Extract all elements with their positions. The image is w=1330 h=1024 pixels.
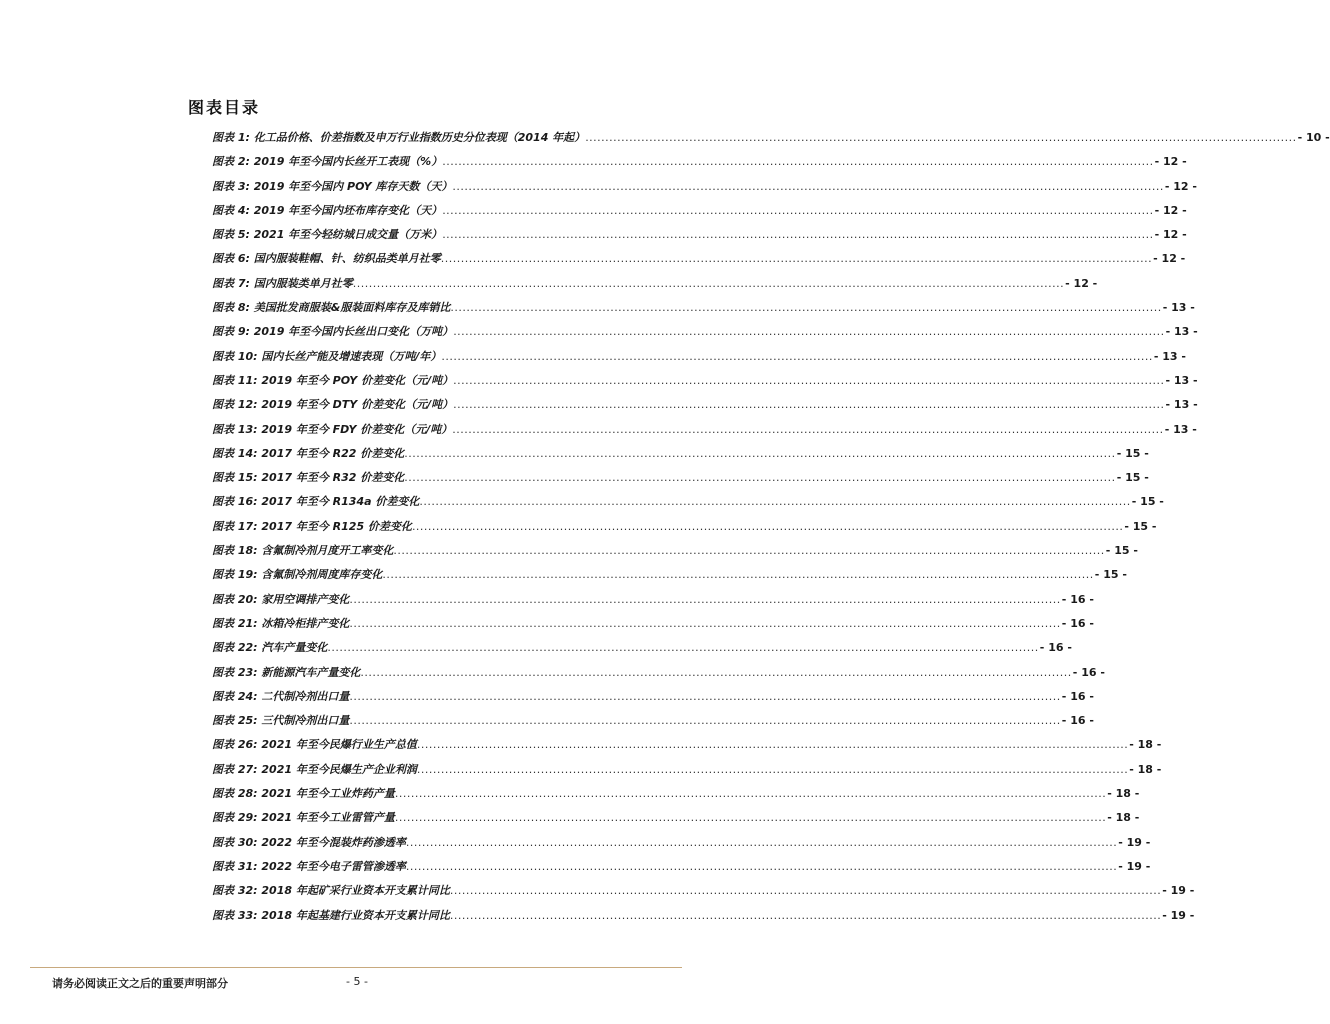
toc-item-label: 图表 19:	[212, 568, 258, 582]
toc-item-text: 2019 年至今 FDY 价差变化（元/吨）	[261, 422, 453, 436]
toc-item-label: 图表 15:	[212, 471, 258, 485]
toc-leader	[585, 126, 1296, 150]
toc-item-label: 图表 24:	[212, 689, 258, 703]
toc-item-text: 2018 年起基建行业资本开支累计同比	[261, 908, 450, 922]
toc-item-text: 2021 年至今轻纺城日成交量（万米）	[253, 228, 443, 242]
toc-leader	[404, 466, 1115, 490]
toc-item-text: 2017 年至今 R134a 价差变化	[261, 495, 420, 509]
toc-leader	[452, 175, 1163, 199]
toc-leader	[442, 150, 1153, 174]
toc-item-label: 图表 13:	[212, 422, 258, 436]
toc-leader	[406, 855, 1117, 879]
toc-item-text: 含氟制冷剂月度开工率变化	[261, 544, 394, 558]
toc-item-label: 图表 18:	[212, 544, 258, 558]
toc-item-text: 2019 年至今国内 POY 库存天数（天）	[253, 179, 453, 193]
toc-item-text: 国内服装类单月社零	[253, 276, 353, 290]
toc-item-page: - 18 -	[1107, 787, 1140, 801]
toc-item-label: 图表 21:	[212, 616, 258, 630]
toc-item[interactable]	[212, 612, 1094, 636]
toc-item[interactable]	[212, 369, 1198, 393]
toc-item[interactable]	[212, 490, 1164, 514]
toc-item-label: 图表 14:	[212, 446, 258, 460]
toc-leader	[450, 879, 1161, 903]
toc-item-label: 图表 25:	[212, 714, 258, 728]
toc-item[interactable]	[212, 636, 1072, 660]
toc-item-text: 2017 年至今 R32 价差变化	[261, 471, 405, 485]
toc-item[interactable]	[212, 855, 1151, 879]
toc-item-page: - 12 -	[1164, 179, 1197, 193]
toc-item-text: 2019 年至今国内坯布库存变化（天）	[253, 203, 443, 217]
toc-item-page: - 12 -	[1154, 228, 1187, 242]
toc-item-page: - 16 -	[1061, 616, 1094, 630]
toc-leader	[417, 758, 1128, 782]
toc-item-text: 2019 年至今 DTY 价差变化（元/吨）	[261, 398, 454, 412]
toc-item-label: 图表 10:	[212, 349, 258, 363]
toc-item[interactable]	[212, 223, 1187, 247]
toc-item[interactable]	[212, 442, 1149, 466]
toc-item-label: 图表 32:	[212, 884, 258, 898]
toc-item-label: 图表 28:	[212, 787, 258, 801]
toc-item-page: - 19 -	[1118, 835, 1151, 849]
toc-leader	[441, 247, 1152, 271]
toc-item-page: - 15 -	[1116, 471, 1149, 485]
toc-item-page: - 13 -	[1162, 301, 1195, 315]
toc-item-text: 2019 年至今国内长丝出口变化（万吨）	[253, 325, 454, 339]
toc-item-text: 含氟制冷剂周度库存变化	[261, 568, 383, 582]
toc-item-text: 冰箱冷柜排产变化	[261, 616, 350, 630]
toc-item-page: - 19 -	[1118, 859, 1151, 873]
toc-item-label: 图表 3:	[212, 179, 250, 193]
toc-item-label: 图表 4:	[212, 203, 250, 217]
toc-item-text: 2021 年至今工业炸药产量	[261, 787, 395, 801]
toc-leader	[441, 345, 1152, 369]
toc-leader	[382, 563, 1093, 587]
toc-item[interactable]	[212, 904, 1195, 928]
toc-item[interactable]	[212, 466, 1149, 490]
toc-item-label: 图表 30:	[212, 835, 258, 849]
toc-item-text: 2022 年至今混装炸药渗透率	[261, 835, 406, 849]
toc-item-text: 2021 年至今工业雷管产量	[261, 811, 395, 825]
toc-item-text: 2018 年起矿采行业资本开支累计同比	[261, 884, 450, 898]
toc-leader	[450, 296, 1161, 320]
toc-item-page: - 15 -	[1105, 544, 1138, 558]
toc-item[interactable]	[212, 150, 1187, 174]
toc-item[interactable]	[212, 539, 1138, 563]
toc-item[interactable]	[212, 563, 1127, 587]
toc-item-label: 图表 22:	[212, 641, 258, 655]
toc-item-label: 图表 9:	[212, 325, 250, 339]
toc-item-page: - 10 -	[1297, 131, 1330, 144]
toc-item-page: - 15 -	[1124, 519, 1157, 533]
page-number: - 5 -	[346, 975, 368, 988]
toc-leader	[327, 636, 1038, 660]
toc-item[interactable]	[212, 661, 1105, 685]
toc-item-text: 2021 年至今民爆生产企业利润	[261, 762, 417, 776]
toc-item-label: 图表 23:	[212, 665, 258, 679]
toc-item-text: 2017 年至今 R22 价差变化	[261, 446, 405, 460]
toc-item[interactable]	[212, 418, 1197, 442]
toc-item[interactable]	[212, 247, 1186, 271]
toc-item-page: - 18 -	[1129, 762, 1162, 776]
toc-leader	[349, 709, 1060, 733]
toc-leader	[360, 661, 1071, 685]
toc-item[interactable]	[212, 199, 1187, 223]
toc-item-label: 图表 33:	[212, 908, 258, 922]
toc-item-text: 新能源汽车产量变化	[261, 665, 361, 679]
toc-leader	[353, 272, 1064, 296]
toc-item[interactable]	[212, 879, 1195, 903]
toc-leader	[442, 223, 1153, 247]
toc-item-label: 图表 20:	[212, 592, 258, 606]
toc-leader	[393, 539, 1104, 563]
toc-item-page: - 12 -	[1065, 276, 1098, 290]
toc-leader	[453, 369, 1164, 393]
toc-item-label: 图表 27:	[212, 762, 258, 776]
toc-leader	[419, 490, 1130, 514]
toc-leader	[349, 685, 1060, 709]
toc-item[interactable]	[212, 175, 1197, 199]
toc-item-page: - 12 -	[1154, 203, 1187, 217]
toc-leader	[450, 904, 1161, 928]
toc-item-label: 图表 2:	[212, 155, 250, 169]
toc-leader	[453, 320, 1164, 344]
toc-item-page: - 12 -	[1154, 155, 1187, 169]
toc-item-label: 图表 6:	[212, 252, 250, 266]
toc-leader	[453, 393, 1164, 417]
toc-item-text: 2017 年至今 R125 价差变化	[261, 519, 412, 533]
toc-list	[212, 126, 1330, 928]
toc-leader	[406, 831, 1117, 855]
toc-item[interactable]	[212, 685, 1094, 709]
toc-item-label: 图表 8:	[212, 301, 250, 315]
toc-item-label: 图表 12:	[212, 398, 258, 412]
toc-item-text: 美国批发商服装&服装面料库存及库销比	[253, 301, 451, 315]
toc-item-page: - 13 -	[1165, 373, 1198, 387]
toc-item-page: - 12 -	[1153, 252, 1186, 266]
toc-item-text: 家用空调排产变化	[261, 592, 350, 606]
toc-title: 图表目录	[188, 98, 261, 117]
toc-item[interactable]	[212, 758, 1162, 782]
toc-item[interactable]	[212, 806, 1140, 830]
toc-item-label: 图表 1:	[212, 131, 250, 144]
toc-leader	[452, 418, 1163, 442]
toc-item[interactable]	[212, 296, 1195, 320]
toc-item-text: 化工品价格、价差指数及申万行业指数历史分位表现（2014 年起）	[253, 131, 586, 144]
toc-item[interactable]	[212, 782, 1140, 806]
toc-item-label: 图表 26:	[212, 738, 258, 752]
toc-item-page: - 19 -	[1162, 884, 1195, 898]
toc-item-text: 三代制冷剂出口量	[261, 714, 350, 728]
toc-item[interactable]	[212, 126, 1330, 150]
toc-item-text: 2019 年至今国内长丝开工表现（%）	[253, 155, 443, 169]
toc-item-text: 2021 年至今民爆行业生产总值	[261, 738, 417, 752]
toc-item-label: 图表 5:	[212, 228, 250, 242]
toc-item-text: 汽车产量变化	[261, 641, 328, 655]
toc-item-page: - 13 -	[1165, 325, 1198, 339]
toc-item[interactable]	[212, 272, 1098, 296]
toc-item-page: - 18 -	[1129, 738, 1162, 752]
toc-item-page: - 18 -	[1107, 811, 1140, 825]
toc-item-page: - 16 -	[1061, 689, 1094, 703]
toc-item-page: - 15 -	[1116, 446, 1149, 460]
toc-item-page: - 15 -	[1131, 495, 1164, 509]
toc-leader	[417, 733, 1128, 757]
toc-item-page: - 16 -	[1061, 714, 1094, 728]
toc-item[interactable]	[212, 588, 1094, 612]
toc-item[interactable]	[212, 345, 1186, 369]
toc-leader	[395, 806, 1106, 830]
toc-item-page: - 16 -	[1039, 641, 1072, 655]
toc-leader	[442, 199, 1153, 223]
toc-item-page: - 15 -	[1094, 568, 1127, 582]
toc-item[interactable]	[212, 320, 1198, 344]
toc-item[interactable]	[212, 831, 1151, 855]
toc-leader	[404, 442, 1115, 466]
toc-leader	[349, 612, 1060, 636]
toc-item-label: 图表 11:	[212, 373, 258, 387]
toc-item-page: - 19 -	[1162, 908, 1195, 922]
toc-item-page: - 16 -	[1061, 592, 1094, 606]
toc-item[interactable]	[212, 733, 1162, 757]
toc-leader	[395, 782, 1106, 806]
toc-item[interactable]	[212, 709, 1094, 733]
toc-item-label: 图表 7:	[212, 276, 250, 290]
footer-disclaimer: 请务必阅读正文之后的重要声明部分	[52, 977, 228, 990]
toc-item-text: 国内长丝产能及增速表现（万吨/年）	[261, 349, 442, 363]
toc-item-label: 图表 17:	[212, 519, 258, 533]
toc-item-label: 图表 31:	[212, 859, 258, 873]
toc-item-text: 二代制冷剂出口量	[261, 689, 350, 703]
toc-item[interactable]	[212, 393, 1198, 417]
footer-divider	[30, 967, 682, 968]
toc-item-label: 图表 16:	[212, 495, 258, 509]
toc-leader	[412, 515, 1123, 539]
toc-item[interactable]	[212, 515, 1157, 539]
toc-leader	[349, 588, 1060, 612]
toc-item-page: - 13 -	[1165, 398, 1198, 412]
toc-item-page: - 16 -	[1072, 665, 1105, 679]
toc-item-page: - 13 -	[1164, 422, 1197, 436]
toc-item-text: 2019 年至今 POY 价差变化（元/吨）	[261, 373, 454, 387]
toc-item-text: 国内服装鞋帽、针、纺织品类单月社零	[253, 252, 441, 266]
toc-item-page: - 13 -	[1153, 349, 1186, 363]
toc-item-text: 2022 年至今电子雷管渗透率	[261, 859, 406, 873]
toc-item-label: 图表 29:	[212, 811, 258, 825]
